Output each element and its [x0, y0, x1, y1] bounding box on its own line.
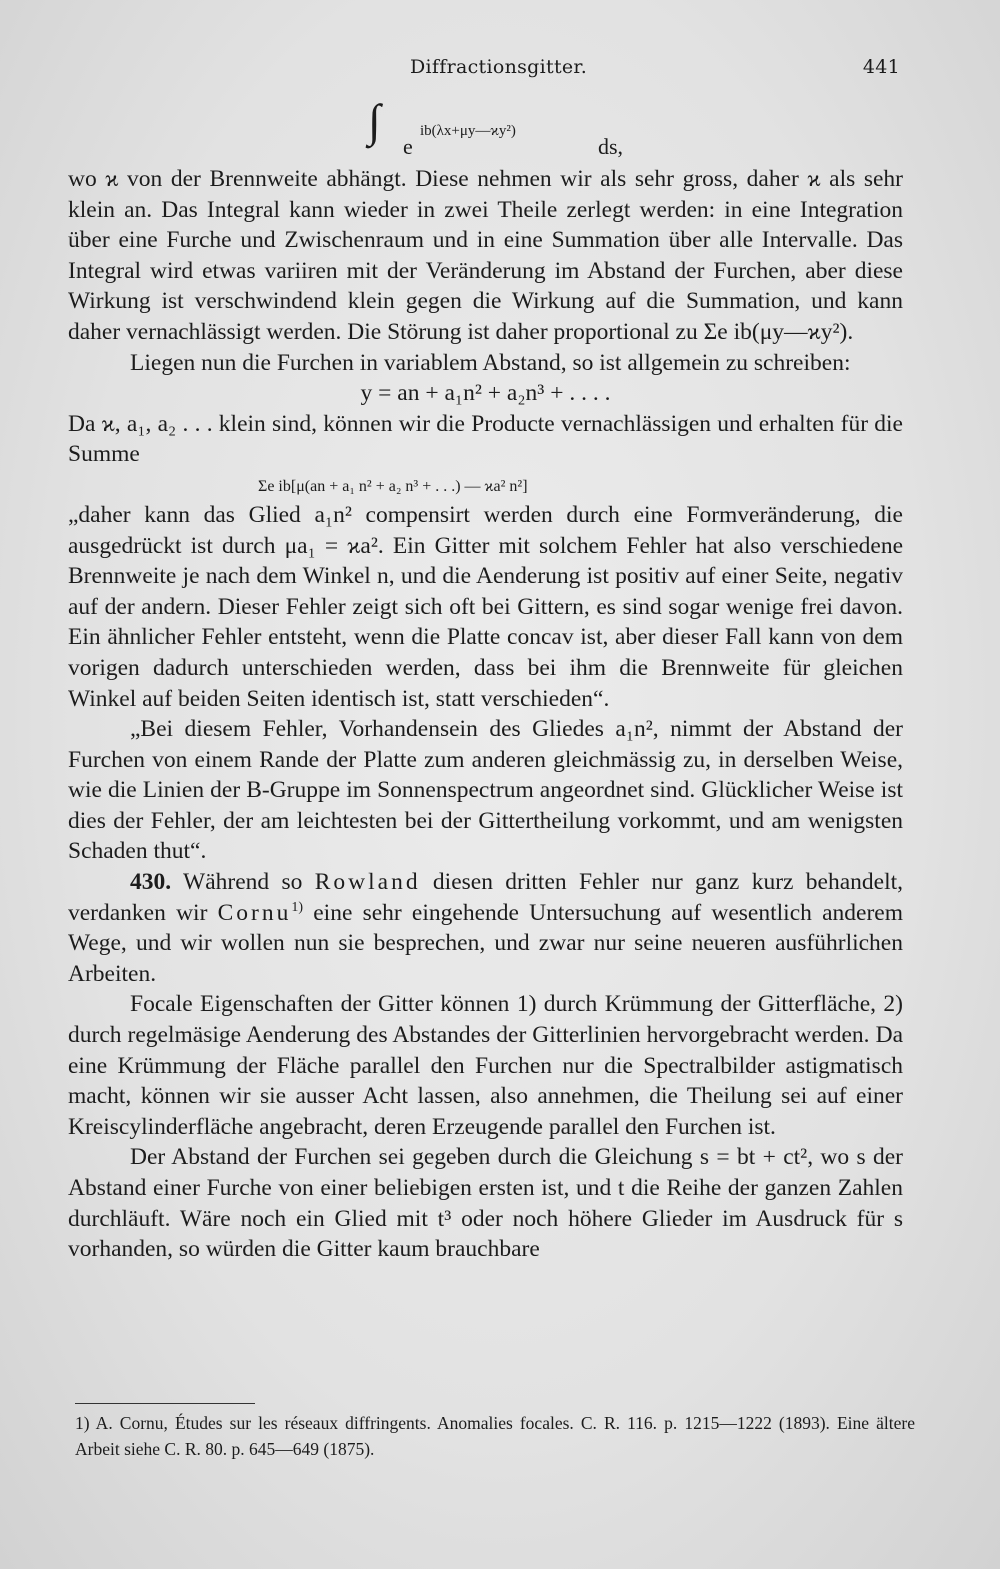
formula-base: e: [403, 134, 413, 159]
paragraph-8: Der Abstand der Furchen sei gegeben durch die Gleichung s = bt + ct², wo s der Abstand einer Furche von einer beliebigen ersten ist, und t die Reihe der ganzen Zahlen durchläuft. Wäre noch ein Glied mit t³ oder noch höhere Glieder im Ausdruck für s vorhanden, so würden die Gitter kaum brauchbare: [68, 1144, 903, 1263]
paragraph-3: Da ϰ, a₁, a₂ . . . klein sind, können wir die Producte vernachlässigen und erhalten für die Summe: [68, 410, 903, 468]
section-number: 430.: [130, 869, 172, 896]
body-text: [68, 95, 904, 1265]
formula-tail: ds,: [598, 134, 624, 159]
formula-exponent: ib(λx+μy—ϰy²): [420, 123, 516, 139]
sum-formula-line: [68, 470, 903, 500]
name-cornu: Cornu: [217, 899, 292, 926]
footnote-ref[interactable]: 1): [291, 899, 304, 915]
name-rowland: Rowland: [314, 869, 421, 896]
paragraph-5: „Bei diesem Fehler, Vorhandensein des Gliedes a₁n², nimmt der Abstand der Furchen von einem Rande der Platte zum anderen gleichmässig zu, in derselben Weise, wie die Linien der B-Gruppe im Sonnenspectrum angeordnet sind. Glücklicher Weise ist dies der Fehler, der am leichtesten bei der Gittertheilung vorkommt, und am wenigsten Schaden thut“.: [68, 716, 903, 865]
paragraph-7: Focale Eigenschaften der Gitter können 1) durch Krümmung der Gitterfläche, 2) durch regelmäsige Aenderung des Abstandes der Gitterlinien hervorgebracht werden. Da eine Krümmung der Fläche parallel den Furchen nur die Spectralbilder astigmatisch macht, können wir sie ausser Acht lassen, also annehmen, die Theilung sei auf einer Kreiscylinderfläche angebracht, deren Erzeugende parallel den Furchen ist.: [68, 991, 903, 1140]
integral-sign: ∫: [368, 95, 381, 146]
formula-y: y = an + a₁n² + a₂n³ + . . . .: [360, 380, 611, 407]
footnote-divider: [75, 1403, 255, 1404]
paragraph-2: Liegen nun die Furchen in variablem Abstand, so ist allgemein zu schreiben:: [130, 349, 851, 376]
paragraph-4: „daher kann das Glied a₁n² compensirt werden durch eine Formveränderung, die ausgedrückt ist durch μa₁ = ϰa². Ein Gitter mit solchem Fehler hat also verschiedene Brennweite je nach dem Winkel n, und die Aenderung ist positiv auf einer Seite, negativ auf der andern. Dieser Fehler zeigt sich oft bei Gittern, es sind sogar wenige frei davon. Ein ähnlicher Fehler entsteht, wenn die Platte concav ist, aber dieser Fall kann von dem vorigen dadurch unterschieden werden, dass bei ihm die Brennweite für gleichen Winkel auf beiden Seiten identisch ist, statt verschieden“.: [68, 501, 903, 712]
paragraph-6-part-a: Während so: [183, 869, 315, 896]
running-title: Diffractionsgitter.: [410, 56, 588, 78]
paragraph-6-part-b: diesen dritten Fehler nur ganz kurz behandelt, verdanken wir: [68, 869, 904, 926]
page-number: 441: [862, 56, 900, 78]
paragraph-6-part-c: eine sehr eingehende Untersuchung auf wesentlich anderem Wege, und wir wollen nun sie besprechen, und zwar nur seine neueren ausführlichen Arbeiten.: [68, 899, 903, 987]
paragraph-6: [68, 867, 903, 989]
footnote: 1) A. Cornu, Études sur les réseaux diffringents. Anomalies focales. C. R. 116. p. 1215—1222 (1893). Eine ältere Arbeit siehe C. R. 80. p. 645—649 (1875).: [75, 1413, 915, 1459]
integral-formula: [68, 95, 903, 164]
sum-formula: Σe ib[μ(an + a₁ n² + a₂ n³ + . . .) — ϰa² n²]: [258, 477, 528, 495]
paragraph-1: wo ϰ von der Brennweite abhängt. Diese nehmen wir als sehr gross, daher ϰ als sehr klein an. Das Integral kann wieder in zwei Theile zerlegt werden: in eine Integration über eine Furche und Zwischenraum und in eine Summation über alle Intervalle. Das Integral wird etwas variiren mit der Veränderung im Abstand der Furchen, aber diese Wirkung ist verschwindend klein gegen die Wirkung auf die Summation, und kann daher vernachlässigt werden. Die Störung ist daher proportional zu Σe ib(μy—ϰy²).: [68, 166, 903, 345]
page-header: [410, 56, 900, 78]
